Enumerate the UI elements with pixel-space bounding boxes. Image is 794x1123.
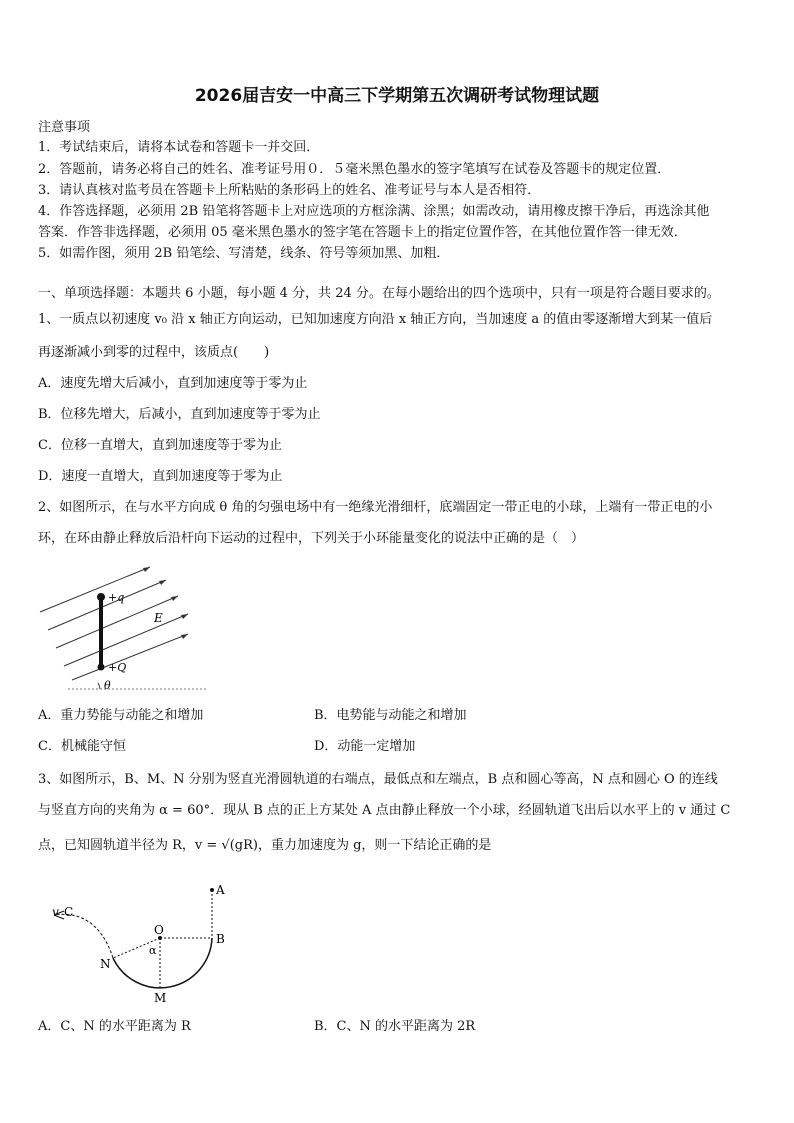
q3-stem-line: 与竖直方向的夹角为 α = 60°．现从 B 点的正上方某处 A 点由静止释放一个小球，经圆轨道飞出后以水平上的 v 通过 C: [38, 803, 731, 818]
q1-stem-line: 再逐渐减小到零的过程中，该质点( ): [38, 345, 270, 360]
notice-item: 2．答题前，请务必将自己的姓名、准考证号用０．５毫米黑色墨水的签字笔填写在试卷及答题卡的规定位置．: [38, 162, 671, 177]
point-M-label: M: [154, 991, 167, 1005]
q1-option-a: A．速度先增大后减小，直到加速度等于零为止: [38, 376, 308, 391]
point-B-label: B: [216, 932, 225, 946]
q2-stem-line: 2、如图所示，在与水平方向成 θ 角的匀强电场中有一绝缘光滑细杆，底端固定一带正电的小球，上端有一带正电的小: [38, 500, 713, 515]
q3-figure: [40, 878, 250, 1006]
notice-item: 答案．作答非选择题，必须用 05 毫米黑色墨水的签字笔在答题卡上的指定位置作答，在其他位置作答一律无效．: [38, 225, 687, 240]
angle-theta-label: θ: [104, 679, 111, 692]
charge-q-label: +q: [108, 591, 125, 604]
q2-option-c: C．机械能守恒: [38, 739, 126, 754]
q1-option-d: D．速度一直增大，直到加速度等于零为止: [38, 469, 283, 484]
q1-option-c: C．位移一直增大，直到加速度等于零为止: [38, 438, 282, 453]
q1-option-b: B．位移先增大，后减小，直到加速度等于零为止: [38, 407, 321, 422]
q1-stem-line: 1、一质点以初速度 v₀ 沿 x 轴正方向运动，已知加速度方向沿 x 轴正方向，当加速度 a 的值由零逐渐增大到某一值后: [38, 312, 713, 327]
q3-stem-line: 3、如图所示，B、M、N 分别为竖直光滑圆轨道的右端点，最低点和左端点，B 点和圆心等高，N 点和圆心 O 的连线: [38, 772, 718, 787]
q3-option-b: B．C、N 的水平距离为 2R: [314, 1019, 476, 1034]
q3-option-a: A．C、N 的水平距离为 R: [38, 1019, 191, 1034]
q2-option-a: A．重力势能与动能之和增加: [38, 708, 204, 723]
velocity-v-label: v: [52, 905, 59, 919]
q2-option-b: B．电势能与动能之和增加: [314, 708, 467, 723]
point-N-label: N: [100, 957, 111, 971]
q2-figure: [38, 562, 218, 694]
notice-heading: 注意事项: [38, 120, 91, 135]
q3-stem-line: 点，已知圆轨道半径为 R，v = √(gR)，重力加速度为 g，则一下结论正确的是: [38, 838, 492, 853]
section-heading: 一、单项选择题：本题共 6 小题，每小题 4 分，共 24 分。在每小题给出的四个选项中，只有一项是符合题目要求的。: [38, 286, 720, 301]
point-A-label: A: [216, 883, 225, 897]
point-O-label: O: [154, 923, 164, 937]
q2-stem-line: 环，在环由静止释放后沿杆向下运动的过程中，下列关于小环能量变化的说法中正确的是（ ）: [38, 531, 585, 546]
notice-item: 5．如需作图，须用 2B 铅笔绘、写清楚，线条、符号等须加黑、加粗．: [38, 246, 450, 261]
page-title: 2026届吉安一中高三下学期第五次调研考试物理试题: [194, 86, 600, 106]
angle-alpha-label: α: [149, 944, 157, 957]
field-E-label: E: [154, 611, 163, 625]
charge-Q-label: +Q: [108, 661, 127, 674]
point-C-label: C: [64, 905, 74, 919]
notice-item: 1．考试结束后，请将本试卷和答题卡一并交回．: [38, 140, 320, 155]
q2-option-d: D．动能一定增加: [314, 739, 416, 754]
notice-item: 3．请认真核对监考员在答题卡上所粘贴的条形码上的姓名、准考证号与本人是否相符．: [38, 183, 541, 198]
notice-item: 4．作答选择题，必须用 2B 铅笔将答题卡上对应选项的方框涂满、涂黑；如需改动，请用橡皮擦干净后，再选涂其他: [38, 204, 710, 219]
